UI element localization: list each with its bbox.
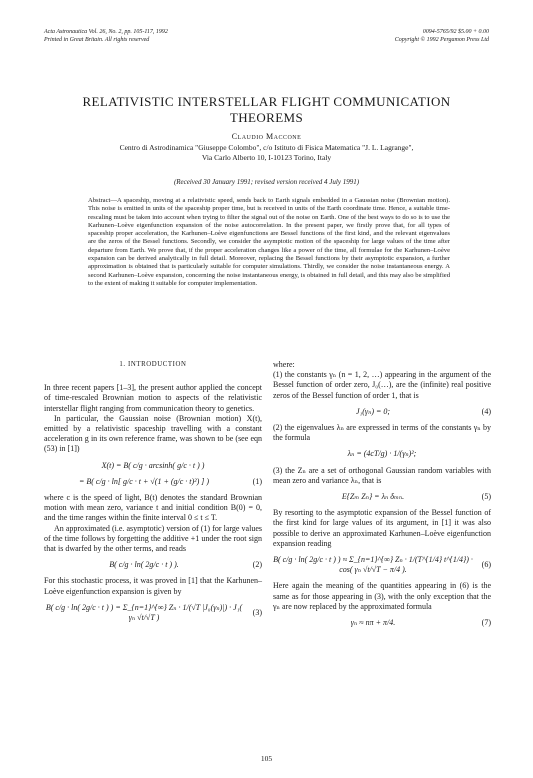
intro-paragraph-4: An approximated (i.e. asymptotic) version of (1) for large values of the time follows by forgetting the additive +1 under the root sign that is dwarfed by the other terms, and reads [44,523,262,554]
copyright-notice: Copyright © 1992 Pergamon Press Ltd [394,37,489,43]
equation-1-first-line: X(t) = B( c/g · arcsinh( g/c · t ) ) [101,460,205,470]
equation-number: (7) [481,618,491,628]
left-column [44,360,262,629]
intro-paragraph-3: where c is the speed of light, B(t) denotes the standard Brownian motion with mean zero, variance t and initial condition B(0) = 0, and the time ranges within the finite interval 0 ≤ t ≤ T. [44,493,262,523]
equation-number: (6) [481,560,491,570]
printed-notice: Printed in Great Britain. All rights reserved [44,37,150,43]
journal-citation: Acta Astronautica Vol. 26, No. 2, pp. 105-117, 1992 [44,29,168,35]
section-heading: 1. INTRODUCTION [119,361,187,368]
right-column [273,360,491,634]
article-title: RELATIVISTIC INTERSTELLAR FLIGHT COMMUNICATION THEOREMS [82,94,451,125]
definition-item-3: (3) the Zₙ are a set of orthogonal Gaussian random variables with mean zero and variance λₙ, that is [273,465,491,485]
intro-paragraph-1: In three recent papers [1–3], the present author applied the concept of time-rescaled Brownian motion to aspects of the relativistic interstellar flight ranging from communication theory to genetics. [44,383,262,413]
equation-3: B( c/g · ln( 2g/c · t ) ) = Σ_{n=1}^{∞} Zₙ · 1/(√T |J₀(γₙ)|) · J₁( γₙ √t/√T ) (3) [45,602,262,623]
equation-4: J₁(γₙ) = 0; (4) [355,406,491,416]
definition-item-1: (1) the constants γₙ (n = 1, 2, …) appearing in the argument of the Bessel function of order zero, J₀(…), are the (infinite) real positive zeros of the Bessel function of order 1, that is [273,370,491,400]
equation-number: (4) [481,406,491,416]
author-name: Claudio Maccone [231,132,302,141]
equation-5: E{Zₘ Zₙ} = λₙ δₘₙ. (5) [341,492,491,502]
journal-header-left [44,28,168,44]
journal-header-right [395,28,489,44]
received-dates: (Received 30 January 1991; revised version received 4 July 1991) [173,178,360,186]
abstract-label: Abstract [88,197,111,204]
approximation-paragraph: Here again the meaning of the quantities appearing in (6) is the same as for those appearing in (3), with the only exception that the γₙ are now replaced by the approximated formula [273,581,491,611]
issn-price: 0094-5765/92 $5.00 + 0.00 [422,29,489,35]
definition-item-2: (2) the eigenvalues λₙ are expressed in terms of the constants γₙ by the formula [273,423,491,443]
intro-paragraph-5: For this stochastic process, it was proved in [1] that the Karhunen–Loève eigenfunction expansion is given by [44,576,262,596]
equation-1: = B( c/g · ln[ g/c · t + √(1 + (g/c · t)²) ] ) (1) [78,476,262,486]
intro-paragraph-2: In particular, the Gaussian noise (Brownian motion) X(t), emitted by a relativistic spaceship travelling with a constant acceleration g in its own reference frame, was shown to be (see eqn (53) in [1]) [44,413,262,454]
equation-number: (2) [252,560,262,570]
author-affiliation: Centro di Astrodinamica "Giuseppe Colombo", c/o Istituto di Fisica Matematica "J. L. Lagrange", Via Carlo Alberto 10, I-10123 Torino, Italy [119,143,414,162]
where-label: where: [273,360,295,369]
equation-6: B( c/g · ln( 2g/c · t ) ) ≈ Σ_{n=1}^{∞} Zₙ · 1/(T^{1/4} t^{1/4}) · cos( γₙ √t/√T − π/4 ). (6) [273,555,491,575]
equation-number: (1) [252,476,262,486]
equation-number: (5) [481,492,491,502]
asymptotic-paragraph: By resorting to the asymptotic expansion of the Bessel function of the first kind for large values of its argument, in [1] it was also possible to derive an approximated Karhunen–Loève eigenfunction expansion reading [273,508,491,548]
page-number: 105 [260,754,273,763]
equation-7: γₙ ≈ nπ + π/4. (7) [350,618,491,628]
abstract-text: —A spaceship, moving at a relativistic speed, sends back to Earth signals embedded in a Gaussian noise (Brownian motion). This noise is emitted in units of the spaceship proper time, but is received in units of the Earth coordinate time. Hence, a suitable time-rescaling must be taken into account when trying to filter the signal out of the noise on Earth. One of the best ways to do so is to use the Karhunen–Loève eigenfunction expansion of the noise autocorrelation. In the present paper, we firstly prove that, for all types of spaceship proper acceleration, the Karhunen–Loève eigenfunctions are Bessel functions of the first kind, and the relevant eigenvalues are the zeros of the Bessel functions. Secondly, we consider the asymptotic motion of the spaceship for large values of the time after departure from Earth. We prove that, if the proper acceleration changes like a power of the time, all formulae for the Karhunen–Loève expansion can be derived analytically in full detail. Moreover, replacing the Bessel functions by their asymptotic expansion, a further approximation is obtained that is particularly suitable for computer simulations. Thirdly, we consider the noise instantaneous energy. A second Karhunen–Loève expansion, concerning the noise instantaneous energy, is obtained in full detail, and this may also be simplified to the extent of making it suitable for computer implementation. [88,197,450,287]
equation-2: B( c/g · ln( 2g/c · t ) ). (2) [109,560,262,570]
equation-lambda: λₙ = (4cT/g) · 1/(γₙ)²; [347,449,417,459]
equation-number: (3) [252,607,262,617]
abstract [88,197,450,288]
